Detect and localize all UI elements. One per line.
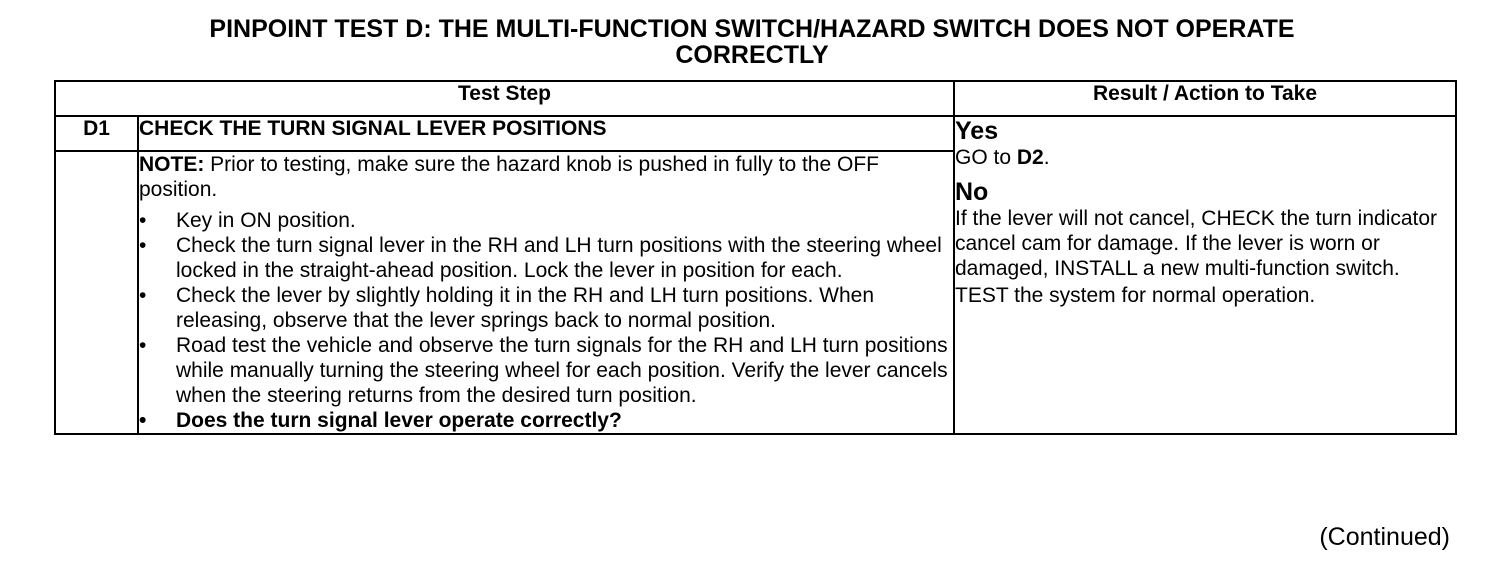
list-item: • Road test the vehicle and observe the turn signals for the RH and LH turn positions while manually turning the steering wheel for each position. Verify the lever cancels when the steering returns from the desired turn position. [139,334,948,407]
result-yes-label: Yes [955,117,999,145]
list-item-question: • Does the turn signal lever operate correctly? [139,409,622,432]
result-yes-text [955,145,1455,170]
header-result-action: Result / Action to Take [954,81,1456,116]
result-no-label: No [955,178,989,206]
page-title [0,16,1504,68]
yes-prefix: GO to [955,146,1017,169]
step-title-row [55,116,1456,151]
bullet-icon: • [139,209,147,232]
result-no-text-1: If the lever will not cancel, CHECK the turn indicator cancel cam for damage. If the lever is worn or damaged, INSTALL a new multi-function switch. [955,207,1438,280]
note-text: Prior to testing, make sure the hazard knob is pushed in fully to the OFF position. [139,153,879,201]
header-test-step: Test Step [55,81,954,116]
bullet-icon: • [139,284,147,307]
bullet-icon: • [139,409,147,432]
result-cell [954,116,1456,434]
header-row [55,81,1456,116]
title-line-2: CORRECTLY [675,41,829,69]
result-no-text-2: TEST the system for normal operation. [955,284,1316,307]
step-id-blank [55,151,138,434]
note-label: NOTE: [139,153,205,176]
title-line-1: PINPOINT TEST D: THE MULTI-FUNCTION SWITCH/HAZARD SWITCH DOES NOT OPERATE [209,15,1295,43]
note [139,152,953,202]
list-item: • Check the turn signal lever in the RH and LH turn positions with the steering wheel locked in the straight-ahead position. Lock the lever in position for each. [139,234,942,282]
continued-label: (Continued) [1319,523,1450,551]
step-bullet-list [139,208,953,433]
step-body [138,151,954,434]
step-id: D1 [55,116,138,151]
pinpoint-test-table [54,80,1457,435]
list-item: • Check the lever by slightly holding it in the RH and LH turn positions. When releasing, observe that the lever springs back to normal position. [139,284,875,332]
step-title: CHECK THE TURN SIGNAL LEVER POSITIONS [138,116,954,151]
bullet-icon: • [139,334,147,357]
yes-target: D2 [1016,146,1044,169]
bullet-icon: • [139,234,147,257]
list-item: • Key in ON position. [139,209,356,232]
yes-suffix: . [1043,146,1050,169]
